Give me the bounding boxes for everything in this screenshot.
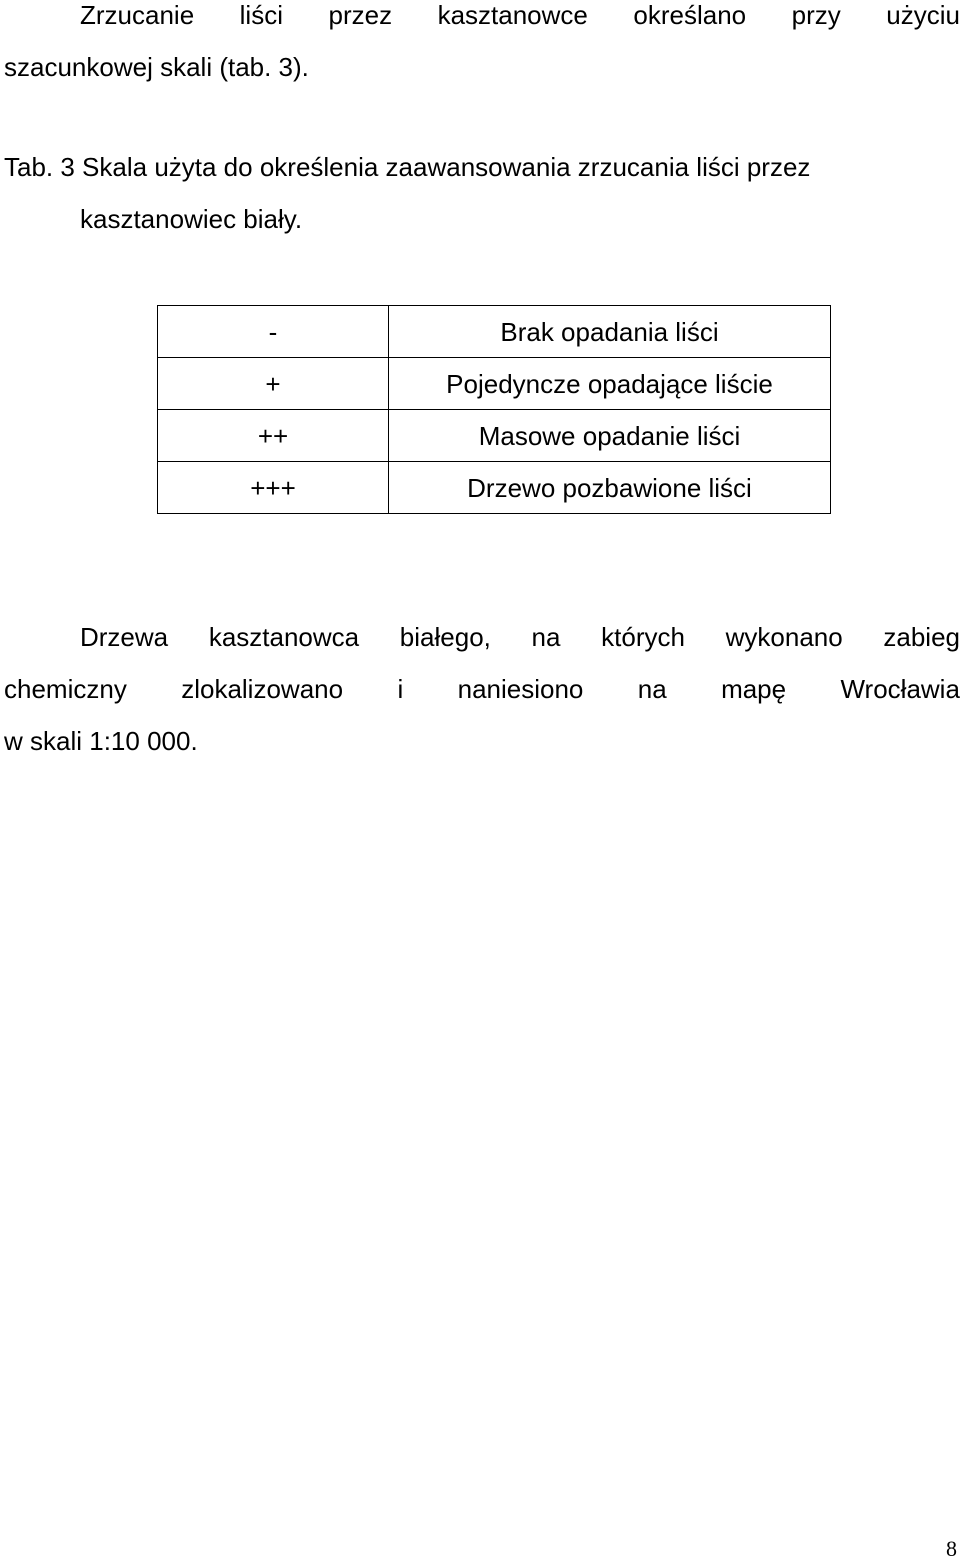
table-row [158,306,831,358]
page-number: 8 [946,1536,957,1561]
scale-description: Brak opadania liści [389,306,831,358]
word: kasztanowce [437,0,588,30]
scale-symbol: ++ [158,410,389,462]
word: na [637,674,667,704]
table-caption-line-2: kasztanowiec biały. [80,204,303,234]
word: białego, [399,622,491,652]
word: przez [328,0,393,30]
word: użyciu [886,0,960,30]
scale-description: Pojedyncze opadające liście [389,358,831,410]
word: zabieg [883,622,960,652]
word: kasztanowca [208,622,360,652]
word: naniesiono [457,674,584,704]
table-row [158,410,831,462]
scale-description: Drzewo pozbawione liści [389,462,831,514]
paragraph-2-line-3: w skali 1:10 000. [4,726,198,756]
table-row [158,358,831,410]
word: na [531,622,561,652]
word: wykonano [725,622,843,652]
word: Drzewa [80,622,169,652]
word: chemiczny [4,674,127,704]
word: zlokalizowano [181,674,344,704]
word: Zrzucanie [80,0,195,30]
word: Wrocławia [840,674,960,704]
table-caption-line-1: Tab. 3 Skala użyta do określenia zaawansowania zrzucania liści przez [4,152,811,182]
word: i [397,674,404,704]
paragraph-2-line-1 [80,622,960,652]
paragraph-1-line-2: szacunkowej skali (tab. 3). [4,52,309,82]
word: przy [791,0,841,30]
word: określano [633,0,747,30]
word: których [601,622,685,652]
scale-symbol: +++ [158,462,389,514]
leaf-fall-scale-table [157,305,831,514]
word: mapę [721,674,787,704]
word: liści [239,0,283,30]
scale-symbol: - [158,306,389,358]
paragraph-1-line-1 [80,0,960,30]
scale-description: Masowe opadanie liści [389,410,831,462]
scale-symbol: + [158,358,389,410]
paragraph-2-line-2 [4,674,960,704]
table-row [158,462,831,514]
